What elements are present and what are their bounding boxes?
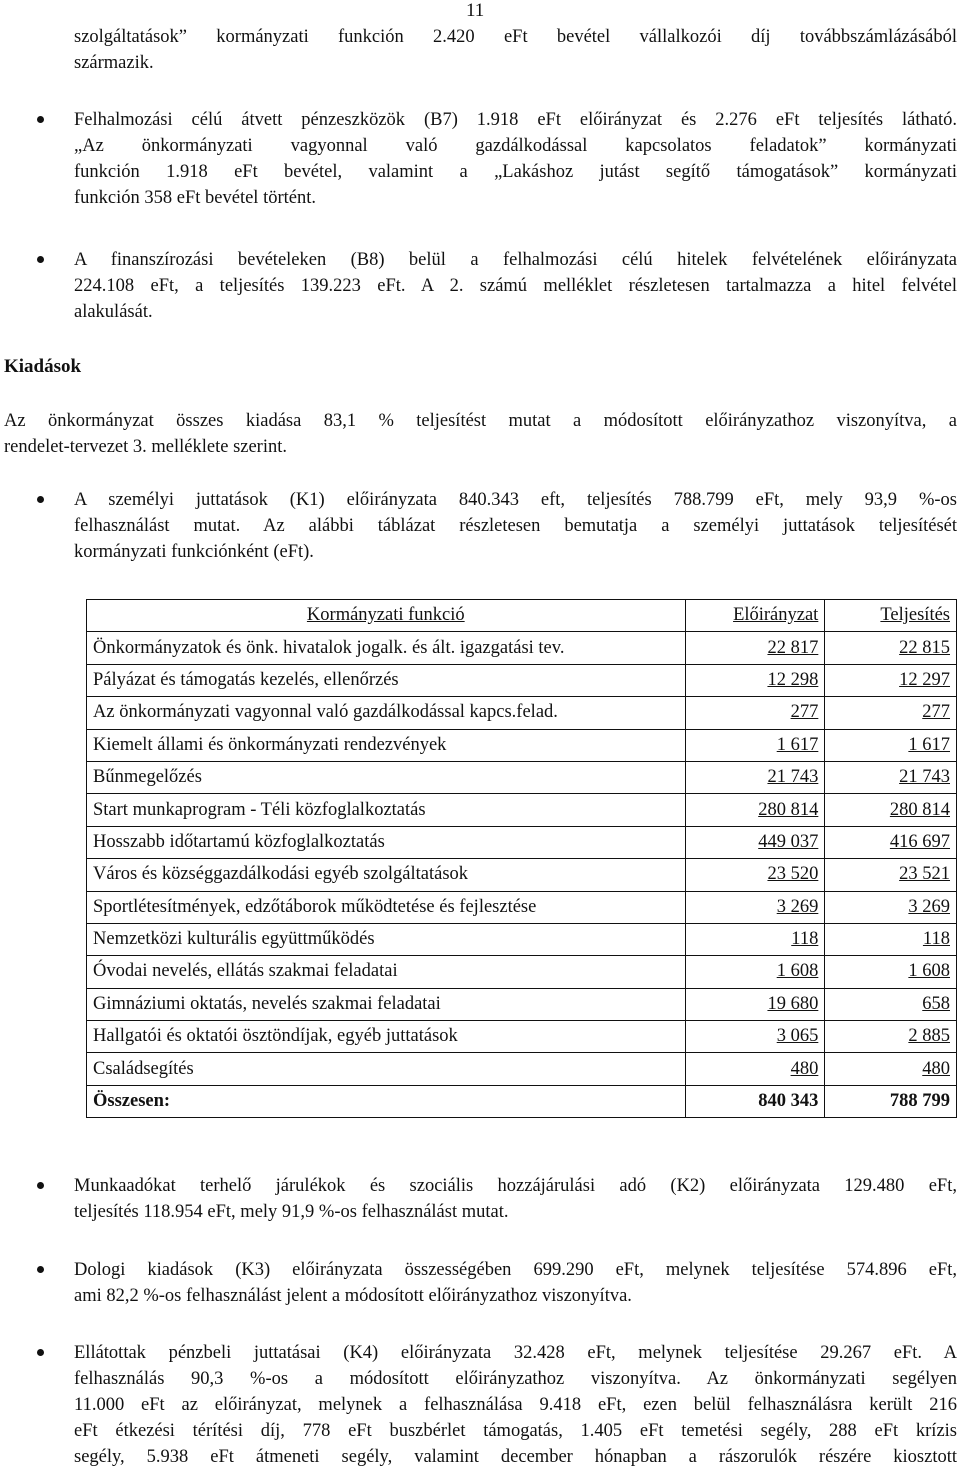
bullet-paragraph-b8: [74, 247, 957, 325]
page-number: 11: [466, 0, 485, 21]
plan-cell: 19 680: [685, 988, 825, 1020]
plan-cell: 1 617: [685, 729, 825, 761]
table-body: [87, 632, 957, 1118]
actual-cell: 280 814: [825, 794, 957, 826]
intro-paragraph: [74, 24, 957, 76]
actual-cell: 21 743: [825, 761, 957, 793]
table-row: [87, 729, 957, 761]
actual-cell: 12 297: [825, 664, 957, 696]
actual-cell: 1 608: [825, 956, 957, 988]
table-row: [87, 1053, 957, 1085]
text-line: Ellátottak pénzbeli juttatásai (K4) előirányzata 32.428 eFt, melynek teljesítése 29.267 eFt. A: [74, 1343, 957, 1363]
function-cell: Összesen:: [87, 1085, 686, 1117]
bullet-paragraph-b7: [74, 107, 957, 211]
function-cell: Bűnmegelőzés: [87, 761, 686, 793]
table-total-row: [87, 1085, 957, 1117]
bullet-icon: [37, 116, 44, 123]
text-line: ami 82,2 %-os felhasználást jelent a módosított előirányzathoz viszonyítva.: [74, 1286, 632, 1306]
text-line: segély, 5.938 eFt átmeneti segély, valamint december hónapban a rászorulók részére kiosztott: [74, 1447, 957, 1467]
table-row: [87, 632, 957, 664]
text-line: felhasználás 90,3 %-os a módosított előirányzathoz viszonyítva. Az önkormányzati segélyen: [74, 1369, 957, 1389]
table-row: [87, 859, 957, 891]
plan-cell: 22 817: [685, 632, 825, 664]
plan-cell: 12 298: [685, 664, 825, 696]
table-row: [87, 1021, 957, 1053]
table-row: [87, 664, 957, 696]
text-line: rendelet-tervezet 3. melléklete szerint.: [4, 437, 288, 457]
actual-cell: 118: [825, 923, 957, 955]
actual-cell: 1 617: [825, 729, 957, 761]
bullet-icon: [37, 1266, 44, 1273]
function-cell: Start munkaprogram - Téli közfoglalkoztatás: [87, 794, 686, 826]
text-line: felhasználást mutat. Az alábbi táblázat részletesen bemutatja a személyi juttatások teljesítését: [74, 516, 957, 536]
bullet-icon: [37, 256, 44, 263]
table-row: [87, 697, 957, 729]
actual-cell: 658: [825, 988, 957, 1020]
plan-cell: 277: [685, 697, 825, 729]
personnel-expenses-table: [86, 599, 957, 1118]
function-cell: Óvodai nevelés, ellátás szakmai feladatai: [87, 956, 686, 988]
text-line: Az önkormányzat összes kiadása 83,1 % teljesítést mutat a módosított előirányzathoz viszonyítva, a: [4, 411, 957, 431]
actual-cell: 277: [825, 697, 957, 729]
text-line: 224.108 eFt, a teljesítés 139.223 eFt. A 2. számú melléklet részletesen tartalmazza a hitel felvétel: [74, 276, 957, 296]
function-cell: Pályázat és támogatás kezelés, ellenőrzés: [87, 664, 686, 696]
actual-cell: 3 269: [825, 891, 957, 923]
table-row: [87, 761, 957, 793]
actual-cell: 22 815: [825, 632, 957, 664]
text-line: Felhalmozási célú átvett pénzeszközök (B7) 1.918 eFt előirányzat és 2.276 eFt teljesítés látható.: [74, 110, 957, 130]
table-row: [87, 794, 957, 826]
text-line: származik.: [74, 53, 154, 73]
text-line: Munkaadókat terhelő járulékok és szociális hozzájárulási adó (K2) előirányzata 129.480 eFt,: [74, 1176, 957, 1196]
bullet-icon: [37, 496, 44, 503]
bullet-paragraph-k1: [74, 487, 957, 565]
text-line: kormányzati funkciónként (eFt).: [74, 542, 314, 562]
plan-cell: 3 065: [685, 1021, 825, 1053]
column-header-actual: Teljesítés: [825, 600, 957, 632]
bullet-paragraph-k3: [74, 1257, 957, 1309]
section-heading-kiadasok: Kiadások: [4, 356, 82, 377]
function-cell: Hallgatói és oktatói ösztöndíjak, egyéb juttatások: [87, 1021, 686, 1053]
column-header-plan: Előirányzat: [685, 600, 825, 632]
plan-cell: 21 743: [685, 761, 825, 793]
plan-cell: 3 269: [685, 891, 825, 923]
text-line: alakulását.: [74, 302, 153, 322]
table-row: [87, 891, 957, 923]
plan-cell: 1 608: [685, 956, 825, 988]
table-row: [87, 923, 957, 955]
function-cell: Önkormányzatok és önk. hivatalok jogalk. és ált. igazgatási tev.: [87, 632, 686, 664]
plan-cell: 23 520: [685, 859, 825, 891]
bullet-paragraph-k4: [74, 1340, 957, 1470]
text-line: teljesítés 118.954 eFt, mely 91,9 %-os felhasználást mutat.: [74, 1202, 509, 1222]
table-header-row: [87, 600, 957, 632]
text-line: A finanszírozási bevételeken (B8) belül a felhalmozási célú hitelek felvételének előirányzata: [74, 250, 957, 270]
actual-cell: 480: [825, 1053, 957, 1085]
text-line: 11.000 eFt az előirányzat, melynek a felhasználása 9.418 eFt, ezen belül felhasználásra került 216: [74, 1395, 957, 1415]
function-cell: Nemzetközi kulturális együttműködés: [87, 923, 686, 955]
table-row: [87, 826, 957, 858]
plan-cell: 840 343: [685, 1085, 825, 1117]
function-cell: Város és községgazdálkodási egyéb szolgáltatások: [87, 859, 686, 891]
function-cell: Kiemelt állami és önkormányzati rendezvények: [87, 729, 686, 761]
actual-cell: 788 799: [825, 1085, 957, 1117]
bullet-icon: [37, 1182, 44, 1189]
text-line: A személyi juttatások (K1) előirányzata 840.343 eft, teljesítés 788.799 eFt, mely 93,9 %-os: [74, 490, 957, 510]
text-line: szolgáltatások” kormányzati funkción 2.420 eFt bevétel vállalkozói díj továbbszámlázásából: [74, 27, 957, 47]
bullet-paragraph-k2: [74, 1173, 957, 1225]
plan-cell: 280 814: [685, 794, 825, 826]
text-line: „Az önkormányzati vagyonnal való gazdálkodással kapcsolatos feladatok” kormányzati: [74, 136, 957, 156]
function-cell: Családsegítés: [87, 1053, 686, 1085]
function-cell: Az önkormányzati vagyonnal való gazdálkodással kapcs.felad.: [87, 697, 686, 729]
table-row: [87, 956, 957, 988]
text-line: eFt étkezési térítési díj, 778 eFt buszbérlet támogatás, 1.405 eFt temetési segély, 288 eFt krízis: [74, 1421, 957, 1441]
paragraph-osszes-kiadas: [4, 408, 957, 460]
actual-cell: 2 885: [825, 1021, 957, 1053]
plan-cell: 118: [685, 923, 825, 955]
plan-cell: 480: [685, 1053, 825, 1085]
column-header-function: Kormányzati funkció: [87, 600, 686, 632]
actual-cell: 23 521: [825, 859, 957, 891]
text-line: funkción 1.918 eFt bevétel, valamint a „Lakáshoz jutást segítő támogatások” kormányzati: [74, 162, 957, 182]
function-cell: Hosszabb időtartamú közfoglalkoztatás: [87, 826, 686, 858]
actual-cell: 416 697: [825, 826, 957, 858]
plan-cell: 449 037: [685, 826, 825, 858]
function-cell: Gimnáziumi oktatás, nevelés szakmai feladatai: [87, 988, 686, 1020]
text-line: funkción 358 eFt bevétel történt.: [74, 188, 316, 208]
text-line: Dologi kiadások (K3) előirányzata összességében 699.290 eFt, melynek teljesítése 574.896 eFt,: [74, 1260, 957, 1280]
function-cell: Sportlétesítmények, edzőtáborok működtetése és fejlesztése: [87, 891, 686, 923]
bullet-icon: [37, 1349, 44, 1356]
table-row: [87, 988, 957, 1020]
